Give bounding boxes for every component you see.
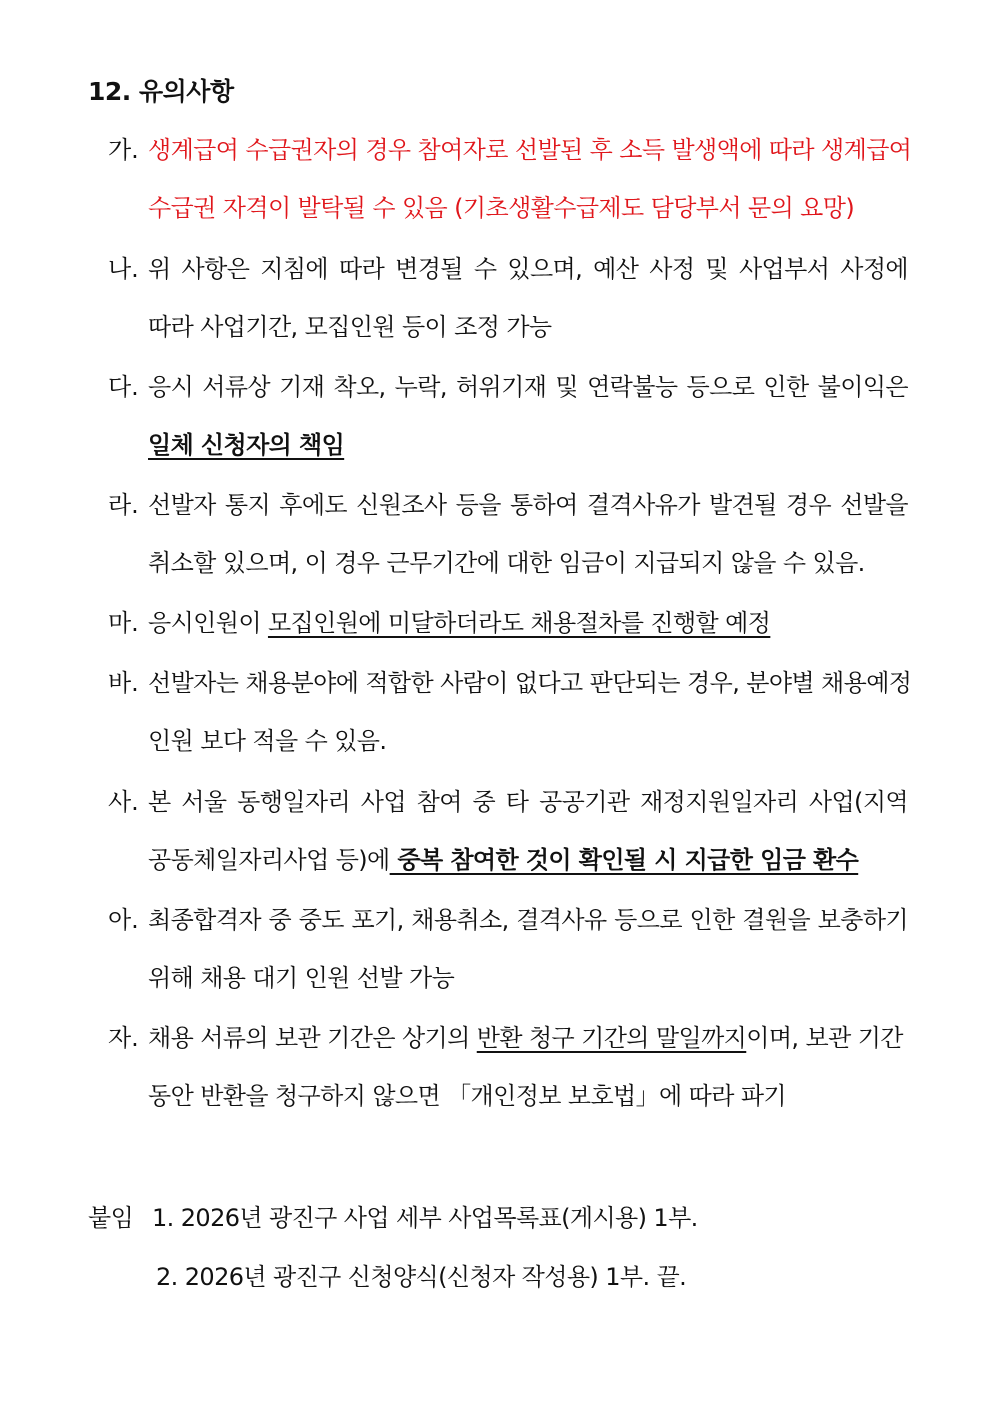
item-marker: 다. bbox=[108, 373, 139, 401]
item-line-1: 위 사항은 지침에 따라 변경될 수 있으며, 예산 사정 및 사업부서 사정에 bbox=[148, 255, 908, 283]
item-text-suffix: 이며, 보관 기간 bbox=[746, 1024, 903, 1052]
item-line-1: 최종합격자 중 중도 포기, 채용취소, 결격사유 등으로 인한 결원을 보충하기 bbox=[148, 906, 908, 934]
item-line-2: 동안 반환을 청구하지 않으면 「개인정보 보호법」에 따라 파기 bbox=[148, 1082, 787, 1110]
section-title: 12. 유의사항 bbox=[88, 77, 234, 106]
item-line-1: 생계급여 수급권자의 경우 참여자로 선발된 후 소득 발생액에 따라 생계급여 bbox=[148, 136, 912, 164]
item-marker: 아. bbox=[108, 906, 139, 934]
item-line-1: 선발자는 채용분야에 적합한 사람이 없다고 판단되는 경우, 분야별 채용예정 bbox=[148, 669, 912, 697]
underlined-text: 모집인원에 미달하더라도 채용절차를 진행할 예정 bbox=[267, 609, 771, 637]
item-line-1 bbox=[148, 608, 770, 638]
item-marker: 자. bbox=[108, 1024, 139, 1052]
item-marker: 사. bbox=[108, 788, 139, 816]
item-line-1: 본 서울 동행일자리 사업 참여 중 타 공공기관 재정지원일자리 사업(지역 bbox=[148, 788, 908, 816]
item-text-prefix: 공동체일자리사업 등)에 bbox=[148, 846, 390, 874]
underlined-text: 반환 청구 기간의 말일까지 bbox=[476, 1024, 747, 1052]
item-marker: 가. bbox=[108, 136, 139, 164]
item-marker: 나. bbox=[108, 255, 139, 283]
item-text-prefix: 채용 서류의 보관 기간은 상기의 bbox=[148, 1024, 477, 1052]
item-line-2: 위해 채용 대기 인원 선발 가능 bbox=[148, 964, 455, 992]
item-line-2: 인원 보다 적을 수 있음. bbox=[148, 727, 387, 755]
item-marker: 바. bbox=[108, 669, 139, 697]
item-line-2: 수급권 자격이 발탁될 수 있음 (기초생활수급제도 담당부서 문의 요망) bbox=[148, 194, 855, 222]
item-line-1: 응시 서류상 기재 착오, 누락, 허위기재 및 연락불능 등으로 인한 불이익은 bbox=[148, 373, 908, 401]
item-line-2: 따라 사업기간, 모집인원 등이 조정 가능 bbox=[148, 313, 552, 341]
item-marker: 마. bbox=[108, 609, 139, 637]
item-text-prefix: 응시인원이 bbox=[148, 609, 268, 637]
item-line-2: 취소할 있으며, 이 경우 근무기간에 대한 임금이 지급되지 않을 수 있음. bbox=[148, 549, 865, 577]
attachment-entry-2: 2. 2026년 광진구 신청양식(신청자 작성용) 1부. 끝. bbox=[156, 1263, 687, 1291]
item-marker: 라. bbox=[108, 491, 139, 519]
item-line-1: 선발자 통지 후에도 신원조사 등을 통하여 결격사유가 발견될 경우 선발을 bbox=[148, 491, 908, 519]
item-line-2 bbox=[148, 845, 858, 875]
item-line-1 bbox=[148, 1023, 903, 1053]
attachments-label: 붙임 bbox=[88, 1204, 134, 1232]
attachment-entry-1: 1. 2026년 광진구 사업 세부 사업목록표(게시용) 1부. bbox=[152, 1204, 698, 1232]
applicant-responsibility-emphasis: 일체 신청자의 책임 bbox=[148, 431, 345, 459]
wage-recovery-emphasis: 중복 참여한 것이 확인될 시 지급한 임금 환수 bbox=[389, 846, 859, 874]
